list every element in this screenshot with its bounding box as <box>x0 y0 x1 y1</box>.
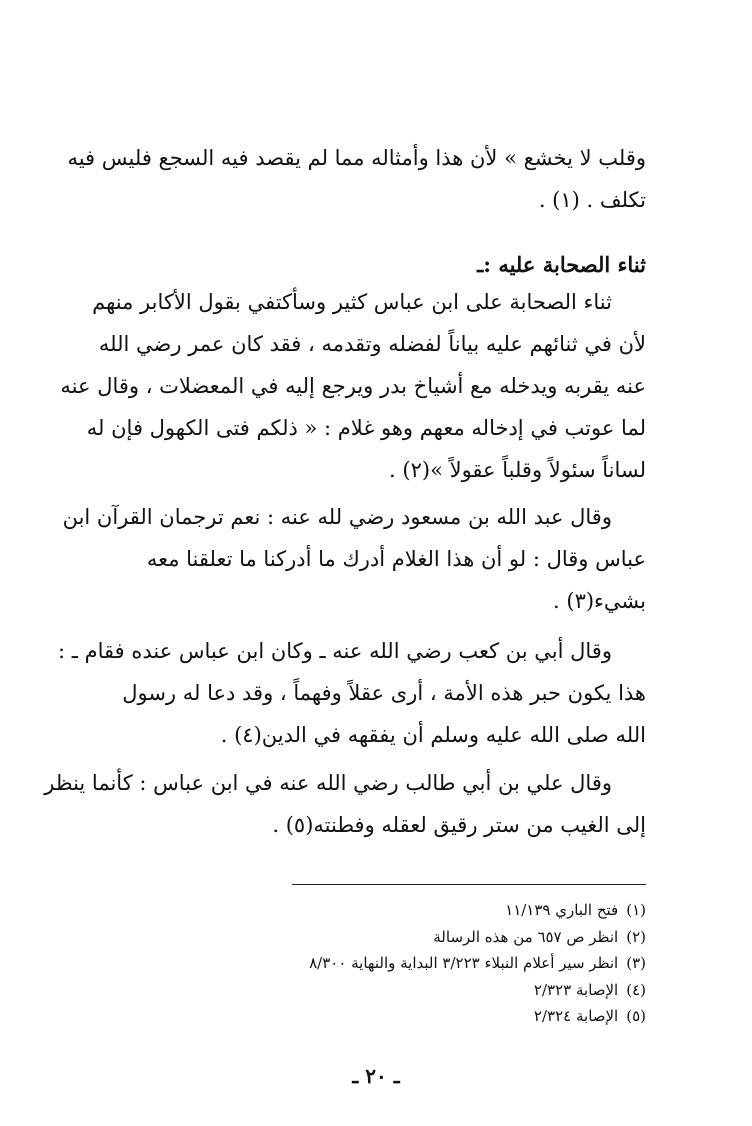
footnote-number: (٤) <box>626 980 646 999</box>
footnote <box>250 897 646 924</box>
footnote-number: (١) <box>626 901 646 919</box>
footnote <box>250 924 646 951</box>
footnote-separator <box>292 884 646 885</box>
footnote <box>250 977 646 1004</box>
footnote-number: (٢) <box>626 927 646 946</box>
footnote-text: الإصابة ٢/٣٢٣ <box>533 980 619 999</box>
footnote-number: (٣) <box>626 954 646 972</box>
text-line: تكلف . (١) . <box>538 188 646 212</box>
footnote-text: فتح الباري ١١/١٣٩ <box>505 901 619 919</box>
text-line: وقال عبد الله بن مسعود رضي لله عنه : نعم ترجمان القرآن ابن <box>62 505 612 529</box>
footnote-number: (٥) <box>626 1007 646 1025</box>
text-line: لساناً سئولاً وقلباً عقولاً »(٢) . <box>389 458 646 482</box>
footnotes <box>250 897 646 1030</box>
text-line: ثناء الصحابة على ابن عباس كثير وسأكتفي بقول الأكابر منهم <box>92 290 612 314</box>
section-heading-text: ثناء الصحابة عليه :ـ <box>477 252 646 277</box>
text-line: وقال علي بن أبي طالب رضي الله عنه في ابن عباس : كأنما ينظر <box>44 771 612 795</box>
text-line: عباس وقال : لو أن هذا الغلام أدرك ما أدركنا ما تعلقنا معه <box>146 547 646 571</box>
text-line: هذا يكون حبر هذه الأمة ، أرى عقلاً وفهماً ، وقد دعا له رسول <box>122 681 646 705</box>
text-line: لأن في ثنائهم عليه بياناً لفضله وتقدمه ، فقد كان عمر رضي الله <box>98 332 646 356</box>
footnote <box>250 950 646 977</box>
footnote-text: الإصابة ٢/٣٢٤ <box>533 1007 619 1025</box>
text-line: بشيء(٣) . <box>553 589 646 613</box>
paragraph-ibn-masud <box>62 496 646 622</box>
text-line: إلى الغيب من ستر رقيق لعقله وفطنته(٥) . <box>272 813 646 837</box>
text-line: لما عوتب في إدخاله معهم وهو غلام : « ذلكم فتى الكهول فإن له <box>86 416 646 440</box>
text-line: عنه يقربه ويدخله مع أشياخ بدر ويرجع إليه في المعضلات ، وقال عنه <box>60 374 646 398</box>
paragraph-companions-praise <box>60 281 646 491</box>
section-heading <box>98 244 646 286</box>
text-line: وقلب لا يخشع » لأن هذا وأمثاله مما لم يقصد فيه السجع فليس فيه <box>67 146 646 170</box>
paragraph-ubayy <box>58 630 646 756</box>
paragraph-intro <box>67 137 646 221</box>
footnote <box>250 1003 646 1030</box>
text-line: الله صلى الله عليه وسلم أن يفقهه في الدين(٤) . <box>220 723 646 747</box>
footnote-text: انظر سير أعلام النبلاء ٣/٢٢٣ البداية والنهاية ٨/٣٠٠ <box>309 954 619 972</box>
footnote-text: انظر ص ٦٥٧ من هذه الرسالة <box>433 927 619 946</box>
text-line: وقال أبي بن كعب رضي الله عنه ـ وكان ابن عباس عنده فقام ـ : <box>58 639 612 663</box>
paragraph-ali <box>44 762 646 846</box>
page-number: ـ ٢٠ ـ <box>352 1064 400 1088</box>
